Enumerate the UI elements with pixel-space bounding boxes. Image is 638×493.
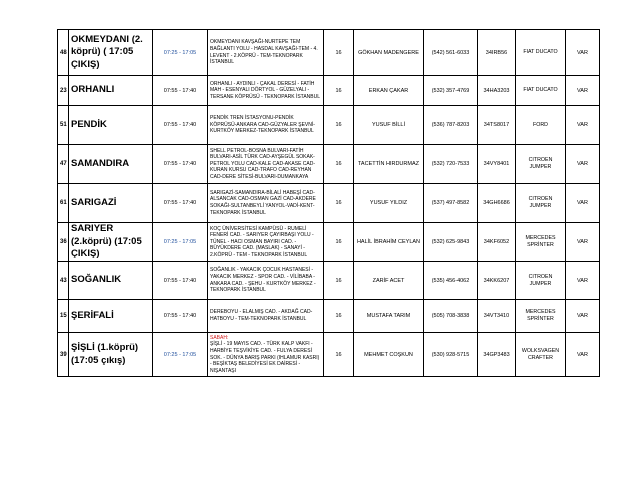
- vehicle-plate: 34GP3483: [478, 333, 516, 377]
- table-row: [58, 30, 600, 76]
- route-description: [208, 76, 324, 106]
- availability-status: VAR: [566, 145, 600, 184]
- table-row: [58, 262, 600, 300]
- table-row: [58, 145, 600, 184]
- route-text: SHELL PETROL-BOSNA BULVARI-FATİH BULVARI-ASİL TÜRK CAD-AYŞEGÜL SOKAK-PETROL YOLU CAD-KALE CAD-AKASE CAD-KURAN KURSU CAD-TRAFO CAD-REYHAN CAD-DERE SİTESİ-BULVARI-DUMANKAYA: [210, 147, 316, 180]
- table-row: [58, 184, 600, 223]
- vehicle-plate: 34VT3410: [478, 300, 516, 333]
- row-number: 43: [58, 262, 69, 300]
- vehicle-plate: 34VY8401: [478, 145, 516, 184]
- driver-phone: (542) 561-6033: [424, 30, 478, 76]
- vehicle-plate: 34HA3203: [478, 76, 516, 106]
- availability-status: VAR: [566, 300, 600, 333]
- capacity: 16: [324, 262, 354, 300]
- route-description: [208, 106, 324, 145]
- driver-name: GÖKHAN MADENGERE: [354, 30, 424, 76]
- route-text: PENDİK TREN İSTASYONU-PENDİK KÖPRÜSÜ-ANKARA CAD-GÜZYALER ŞEVNİ-KURTKÖY MERKEZ-TEKNOPARK İSTANBUL: [210, 115, 315, 135]
- vehicle-model: MERCEDES SPRİNTER: [516, 223, 566, 262]
- vehicle-model: FIAT DUCATO: [516, 30, 566, 76]
- driver-phone: (537) 497-8582: [424, 184, 478, 223]
- table-row: [58, 76, 600, 106]
- vehicle-model: WOLKSVAGEN CRAFTER: [516, 333, 566, 377]
- capacity: 16: [324, 300, 354, 333]
- shift-time: 07:25 - 17:05: [153, 223, 208, 262]
- vehicle-model: CITROEN JUMPER: [516, 262, 566, 300]
- capacity: 16: [324, 30, 354, 76]
- row-number: 23: [58, 76, 69, 106]
- availability-status: VAR: [566, 333, 600, 377]
- district-name: SAMANDIRA: [69, 145, 153, 184]
- capacity: 16: [324, 333, 354, 377]
- vehicle-model: CITROEN JUMPER: [516, 145, 566, 184]
- route-text: OKMEYDANI KAVŞAĞI-NURTEPE TEM BAĞLANTI YOLU - HASDAL KAVŞAĞI-TEM - 4. LEVENT - 2.KÖPRÜ - TEM-TEKNOPARK İSTANBUL: [210, 39, 318, 66]
- driver-name: TACETTİN HIRDURMAZ: [354, 145, 424, 184]
- shift-time: 07:55 - 17:40: [153, 184, 208, 223]
- row-number: 61: [58, 184, 69, 223]
- capacity: 16: [324, 184, 354, 223]
- driver-phone: (535) 456-4062: [424, 262, 478, 300]
- route-text: ORHANLI - AYDINLI - ÇAKAL DERESİ - FATİH MAH - ESENYALI DÖRTYOL - GÜZELYALI - TERSANE KÖPRÜSÜ - TEKNOPARK İSTANBUL: [210, 80, 321, 100]
- route-table: [57, 29, 600, 377]
- driver-name: ERKAN ÇAKAR: [354, 76, 424, 106]
- vehicle-plate: 34KF6052: [478, 223, 516, 262]
- row-number: 47: [58, 145, 69, 184]
- availability-status: VAR: [566, 184, 600, 223]
- driver-name: MUSTAFA TARIM: [354, 300, 424, 333]
- route-description: [208, 223, 324, 262]
- capacity: 16: [324, 145, 354, 184]
- row-number: 36: [58, 223, 69, 262]
- route-description: [208, 184, 324, 223]
- row-number: 48: [58, 30, 69, 76]
- capacity: 16: [324, 76, 354, 106]
- vehicle-model: CITROEN JUMPER: [516, 184, 566, 223]
- driver-name: YUSUF YILDIZ: [354, 184, 424, 223]
- shift-time: 07:55 - 17:40: [153, 145, 208, 184]
- availability-status: VAR: [566, 106, 600, 145]
- row-number: 51: [58, 106, 69, 145]
- availability-status: VAR: [566, 76, 600, 106]
- shift-time: 07:55 - 17:40: [153, 262, 208, 300]
- district-name: SARIGAZİ: [69, 184, 153, 223]
- shift-time: 07:55 - 17:40: [153, 300, 208, 333]
- district-name: PENDİK: [69, 106, 153, 145]
- driver-phone: (536) 787-8203: [424, 106, 478, 145]
- driver-name: HALİL İBRAHİM CEYLAN: [354, 223, 424, 262]
- route-text: ŞİŞLİ - 19 MAYIS CAD. - TÜRK KALP VAKFI - HARBİYE TEŞVİKİYE CAD. - FULYA DERESİ SOK. - DÜNYA BARIŞ PARKI (IHLAMUR KASRI) - BEŞİKTAŞ BELEDİYESİ EK DAİRESİ - NIŞANTAŞI: [210, 341, 320, 374]
- vehicle-plate: 34KK6207: [478, 262, 516, 300]
- availability-status: VAR: [566, 223, 600, 262]
- route-text: KOÇ ÜNİVERSİTESİ KAMPÜSÜ - RUMELİ FENERİ CAD. - SARIYER ÇAYIRBAŞI YOLU - TÜNEL - HACI OSMAN BAYIRI CAD. - BÜYÜKDERE CAD. (MASLAK) - SANAYİ - 2.KÖPRÜ - TEM - TEKNOPARK İSTANBUL: [210, 225, 314, 258]
- shift-time: 07:25 - 17:05: [153, 333, 208, 377]
- district-name: SARIYER (2.köprü) (17:05 ÇIKIŞ): [69, 223, 153, 262]
- district-name: ŞİŞLİ (1.köprü) (17:05 çıkış): [69, 333, 153, 377]
- vehicle-model: FORD: [516, 106, 566, 145]
- capacity: 16: [324, 106, 354, 145]
- driver-name: YUSUF BİLLİ: [354, 106, 424, 145]
- shift-time: 07:55 - 17:40: [153, 76, 208, 106]
- row-number: 15: [58, 300, 69, 333]
- driver-name: MEHMET COŞKUN: [354, 333, 424, 377]
- driver-phone: (532) 720-7533: [424, 145, 478, 184]
- route-description: [208, 333, 324, 377]
- table-row: [58, 106, 600, 145]
- vehicle-plate: 34GH6686: [478, 184, 516, 223]
- table-row: [58, 333, 600, 377]
- availability-status: VAR: [566, 30, 600, 76]
- route-description: [208, 262, 324, 300]
- route-description: [208, 30, 324, 76]
- driver-name: ZARİF ACET: [354, 262, 424, 300]
- driver-phone: (532) 357-4769: [424, 76, 478, 106]
- district-name: OKMEYDANI (2. köprü) ( 17:05 ÇIKIŞ): [69, 30, 153, 76]
- driver-phone: (530) 928-5715: [424, 333, 478, 377]
- vehicle-plate: 34TS8017: [478, 106, 516, 145]
- route-text: SOĞANLIK - YAKACIK ÇOCUK HASTANESİ - YAKACIK MERKEZ - SPOR CAD. - VİLİBABA - ANKARA CAD. - ŞEHU - KURTKÖY MERKEZ - TEKNOPARK İSTANBUL: [210, 267, 316, 294]
- route-description: [208, 145, 324, 184]
- shift-time: 07:25 - 17:05: [153, 30, 208, 76]
- driver-phone: (532) 625-9843: [424, 223, 478, 262]
- district-name: SOĞANLIK: [69, 262, 153, 300]
- vehicle-model: MERCEDES SPRİNTER: [516, 300, 566, 333]
- route-text: DEREBOYU - ELALMIŞ CAD. - AKDAĞ CAD-HATBOYU - TEM-TEKNOPARK İSTANBUL: [210, 309, 313, 322]
- district-name: ŞERİFALİ: [69, 300, 153, 333]
- route-text: SARIGAZİ-SAMANDIRA-BİLALİ HABEŞİ CAD-ALSANCAK CAD-OSMAN GAZİ CAD-AKDERE SOKAĞI-SULTANBEYLİ YANYOL-VADİ-KENT-TEKNOPARK İSTANBUL: [210, 189, 316, 216]
- route-description: [208, 300, 324, 333]
- shift-time: 07:55 - 17:40: [153, 106, 208, 145]
- row-number: 39: [58, 333, 69, 377]
- route-note: SABAH:: [210, 334, 229, 341]
- driver-phone: (505) 708-3838: [424, 300, 478, 333]
- district-name: ORHANLI: [69, 76, 153, 106]
- vehicle-model: FIAT DUCATO: [516, 76, 566, 106]
- table-row: [58, 300, 600, 333]
- capacity: 16: [324, 223, 354, 262]
- table-row: [58, 223, 600, 262]
- vehicle-plate: 34IRB56: [478, 30, 516, 76]
- availability-status: VAR: [566, 262, 600, 300]
